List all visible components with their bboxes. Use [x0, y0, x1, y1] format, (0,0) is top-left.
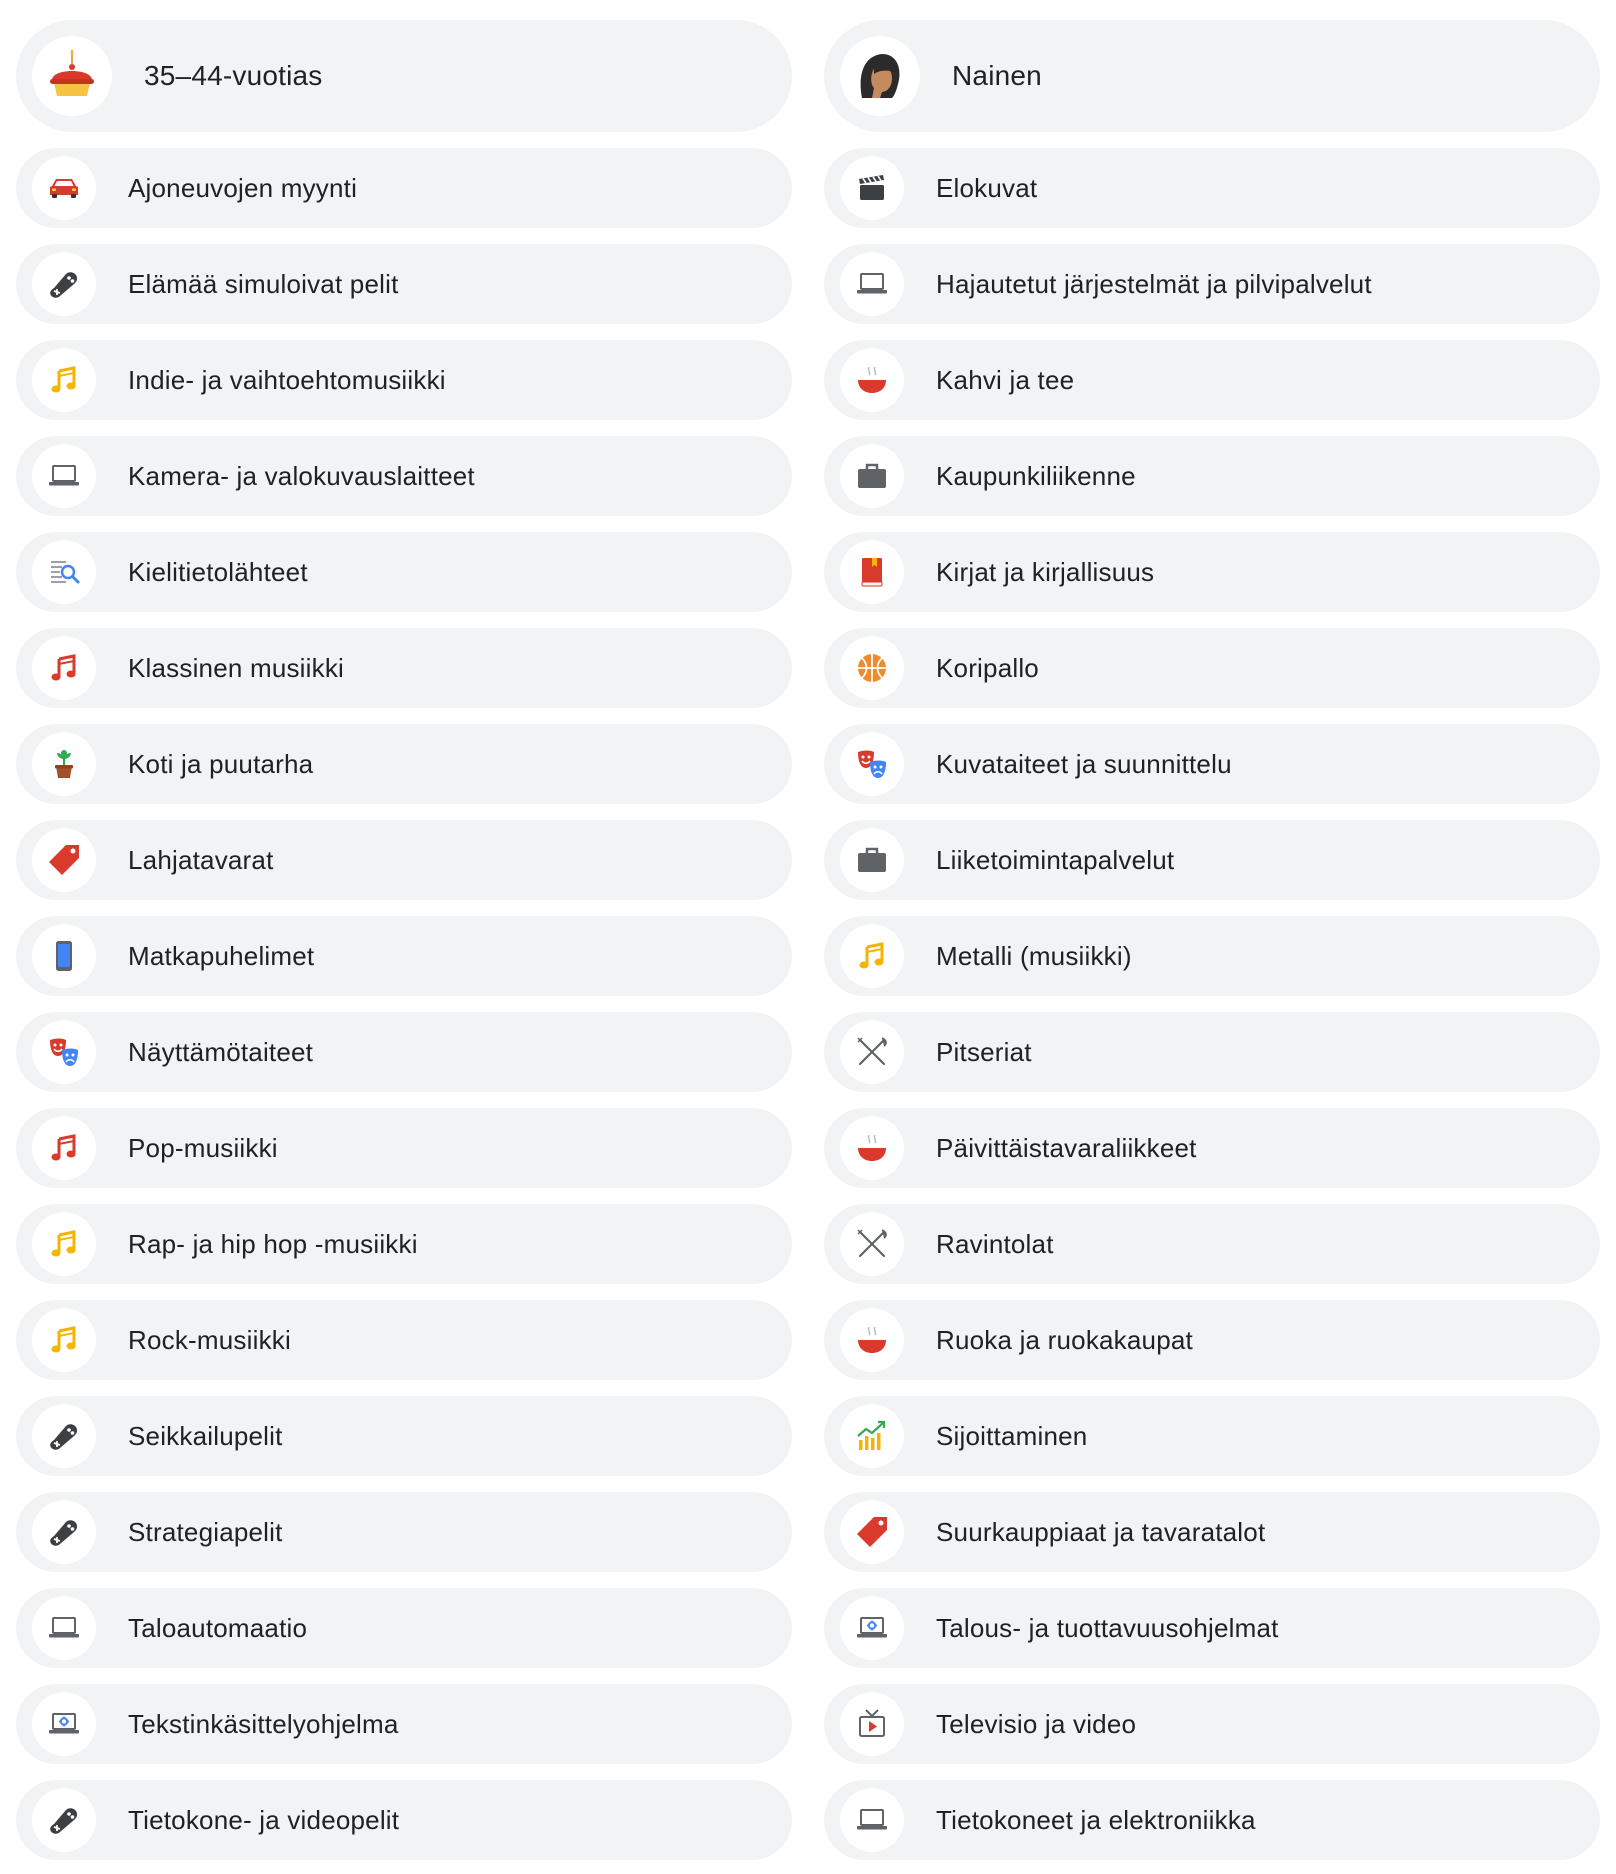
chip-label: Kuvataiteet ja suunnittelu	[936, 748, 1232, 779]
chip-pop-musiikki[interactable]	[16, 1108, 792, 1188]
briefcase-icon	[840, 444, 904, 508]
chip-indie-ja-vaihtoehtomusiikki[interactable]	[16, 340, 792, 420]
price-tag-icon	[32, 828, 96, 892]
document-search-icon	[32, 540, 96, 604]
chip-klassinen-musiikki[interactable]	[16, 628, 792, 708]
chip-pitseriat[interactable]	[824, 1012, 1600, 1092]
chip-strategiapelit[interactable]	[16, 1492, 792, 1572]
chip-ravintolat[interactable]	[824, 1204, 1600, 1284]
smartphone-icon	[32, 924, 96, 988]
chip-label: Koripallo	[936, 652, 1039, 683]
woman-avatar-icon	[840, 36, 920, 116]
laptop-gear-icon	[840, 1596, 904, 1660]
chip-sijoittaminen[interactable]	[824, 1396, 1600, 1476]
chip-koripallo[interactable]	[824, 628, 1600, 708]
chip-label: Liiketoimintapalvelut	[936, 844, 1175, 875]
chip-label: Talous- ja tuottavuusohjelmat	[936, 1612, 1279, 1643]
chip-kirjat-ja-kirjallisuus[interactable]	[824, 532, 1600, 612]
birthday-cake-icon	[32, 36, 112, 116]
chip-label: Kirjat ja kirjallisuus	[936, 556, 1155, 587]
book-icon	[840, 540, 904, 604]
gamepad-icon	[32, 1500, 96, 1564]
fork-knife-icon	[840, 1212, 904, 1276]
chip-label: Ajoneuvojen myynti	[128, 172, 358, 203]
laptop-icon	[840, 252, 904, 316]
gamepad-icon	[32, 1788, 96, 1852]
chip-metalli-musiikki[interactable]	[824, 916, 1600, 996]
chip-suurkauppiaat-ja-tavaratalot[interactable]	[824, 1492, 1600, 1572]
chip-label: Rap- ja hip hop -musiikki	[128, 1228, 418, 1259]
steaming-bowl-icon	[840, 348, 904, 412]
chip-label: Klassinen musiikki	[128, 652, 345, 683]
chip-label: Taloautomaatio	[128, 1612, 308, 1643]
chip-label: Elämää simuloivat pelit	[128, 268, 399, 299]
clapperboard-icon	[840, 156, 904, 220]
steaming-bowl-icon	[840, 1116, 904, 1180]
chip-televisio-ja-video[interactable]	[824, 1684, 1600, 1764]
chip-paivittaistavaraliikkeet[interactable]	[824, 1108, 1600, 1188]
price-tag-icon	[840, 1500, 904, 1564]
music-note-red-icon	[32, 1116, 96, 1180]
chip-label: Kielitietolähteet	[128, 556, 308, 587]
music-note-red-icon	[32, 636, 96, 700]
chip-label: Elokuvat	[936, 172, 1038, 203]
briefcase-icon	[840, 828, 904, 892]
chip-label: Strategiapelit	[128, 1516, 283, 1547]
music-note-yellow-icon	[32, 1308, 96, 1372]
chip-rock-musiikki[interactable]	[16, 1300, 792, 1380]
theater-masks-icon	[840, 732, 904, 796]
chip-label: Päivittäistavaraliikkeet	[936, 1132, 1197, 1163]
chip-label: Televisio ja video	[936, 1708, 1137, 1739]
chip-elokuvat[interactable]	[824, 148, 1600, 228]
chip-tekstinkasittelyohjelma[interactable]	[16, 1684, 792, 1764]
chip-label: Rock-musiikki	[128, 1324, 291, 1355]
chip-label: Näyttämötaiteet	[128, 1036, 314, 1067]
chip-label: Pop-musiikki	[128, 1132, 278, 1163]
laptop-gear-icon	[32, 1692, 96, 1756]
chip-label: Kaupunkiliikenne	[936, 460, 1136, 491]
chip-label: Hajautetut järjestelmät ja pilvipalvelut	[936, 268, 1372, 299]
chip-tietokone-ja-videopelit[interactable]	[16, 1780, 792, 1860]
chip-label: Sijoittaminen	[936, 1420, 1088, 1451]
chip-label: Tekstinkäsittelyohjelma	[128, 1708, 399, 1739]
laptop-icon	[840, 1788, 904, 1852]
chip-label: 35–44-vuotias	[144, 60, 323, 91]
chip-kamera-ja-valokuvauslaitteet[interactable]	[16, 436, 792, 516]
chip-label: Pitseriat	[936, 1036, 1032, 1067]
chip-label: Indie- ja vaihtoehtomusiikki	[128, 364, 446, 395]
chip-label: Matkapuhelimet	[128, 940, 315, 971]
chip-label: Lahjatavarat	[128, 844, 274, 875]
chip-nainen[interactable]	[824, 20, 1600, 132]
chip-matkapuhelimet[interactable]	[16, 916, 792, 996]
steaming-bowl-icon	[840, 1308, 904, 1372]
music-note-yellow-icon	[32, 348, 96, 412]
fork-knife-icon	[840, 1020, 904, 1084]
basketball-icon	[840, 636, 904, 700]
chip-label: Kahvi ja tee	[936, 364, 1075, 395]
chip-seikkailupelit[interactable]	[16, 1396, 792, 1476]
chip-kielitietolahteet[interactable]	[16, 532, 792, 612]
chip-rap-ja-hip-hop-musiikki[interactable]	[16, 1204, 792, 1284]
chip-label: Ruoka ja ruokakaupat	[936, 1324, 1193, 1355]
chip-label: Tietokoneet ja elektroniikka	[936, 1804, 1256, 1835]
chip-taloautomaatio[interactable]	[16, 1588, 792, 1668]
growth-chart-icon	[840, 1404, 904, 1468]
gamepad-icon	[32, 1404, 96, 1468]
tv-play-icon	[840, 1692, 904, 1756]
chip-label: Metalli (musiikki)	[936, 940, 1132, 971]
chip-label: Ravintolat	[936, 1228, 1054, 1259]
chip-lahjatavarat[interactable]	[16, 820, 792, 900]
chip-kuvataiteet-ja-suunnittelu[interactable]	[824, 724, 1600, 804]
chip-ruoka-ja-ruokakaupat[interactable]	[824, 1300, 1600, 1380]
chip-tietokoneet-ja-elektroniikka[interactable]	[824, 1780, 1600, 1860]
chip-label: Kamera- ja valokuvauslaitteet	[128, 460, 475, 491]
chip-hajautetut-jarjestelmat-ja-pilvipalvelut[interactable]	[824, 244, 1600, 324]
chip-ajoneuvojen-myynti[interactable]	[16, 148, 792, 228]
gamepad-icon	[32, 252, 96, 316]
theater-masks-icon	[32, 1020, 96, 1084]
chip-liiketoimintapalvelut[interactable]	[824, 820, 1600, 900]
chip-label: Koti ja puutarha	[128, 748, 314, 779]
car-icon	[32, 156, 96, 220]
chip-talous-ja-tuottavuusohjelmat[interactable]	[824, 1588, 1600, 1668]
chip-label: Suurkauppiaat ja tavaratalot	[936, 1516, 1266, 1547]
chip-elamaa-simuloivat-pelit[interactable]	[16, 244, 792, 324]
chip-35-44-vuotias[interactable]	[16, 20, 792, 132]
chip-label: Tietokone- ja videopelit	[128, 1804, 400, 1835]
chip-kaupunkiliikenne[interactable]	[824, 436, 1600, 516]
laptop-icon	[32, 1596, 96, 1660]
chip-kahvi-ja-tee[interactable]	[824, 340, 1600, 420]
chip-label: Seikkailupelit	[128, 1420, 283, 1451]
chip-label: Nainen	[952, 60, 1042, 91]
music-note-yellow-icon	[840, 924, 904, 988]
laptop-icon	[32, 444, 96, 508]
chip-nayttamotaiteet[interactable]	[16, 1012, 792, 1092]
potted-plant-icon	[32, 732, 96, 796]
music-note-yellow-icon	[32, 1212, 96, 1276]
chip-koti-ja-puutarha[interactable]	[16, 724, 792, 804]
